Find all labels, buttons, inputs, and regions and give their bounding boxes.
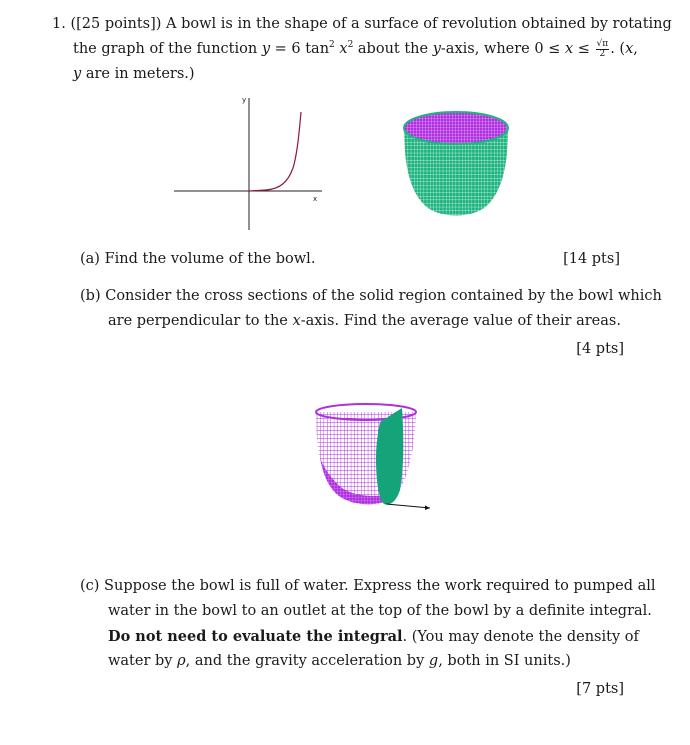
- function-curve: [249, 112, 301, 191]
- intro-text-3: are in meters.): [85, 66, 195, 82]
- part-b-points: [4 pts]: [576, 341, 624, 357]
- function-formula-rest: = 6 $\tan^2 x^2$: [270, 40, 354, 57]
- comma: ,: [633, 41, 638, 57]
- intro-text-2d: . (: [610, 41, 626, 57]
- x-axis-label: x: [313, 195, 318, 203]
- part-c-text-3: . (You may denote the density of: [402, 629, 639, 645]
- part-c-line-4: [108, 649, 571, 674]
- x-axis-arrowhead: [425, 506, 430, 511]
- intro-text-2a: the graph of the function: [73, 41, 258, 57]
- gravity-symbol: g: [428, 653, 439, 669]
- part-a-text: Find the volume of the bowl.: [104, 251, 316, 267]
- part-b-text-1: Consider the cross sections of the solid region contained by the bowl which: [105, 288, 662, 304]
- function-formula: y: [261, 41, 271, 57]
- part-c-line-1: [80, 574, 656, 599]
- x-axis-arrow-line: [386, 504, 430, 508]
- part-c-text-4a: water by: [108, 653, 173, 669]
- problem-number: 1.: [52, 16, 66, 32]
- problem-intro-line-3: [73, 62, 195, 87]
- intro-text-1: A bowl is in the shape of a surface of revolution obtained by rotating: [166, 16, 672, 32]
- part-c-line-2: water in the bowl to an outlet at the top of the bowl by a definite integral.: [108, 603, 652, 619]
- part-b-line-1: [80, 284, 662, 309]
- function-graph: [170, 90, 330, 232]
- part-c-label: (c): [80, 578, 100, 594]
- part-a-points: [14 pts]: [563, 251, 620, 267]
- part-c-bold-instruction: Do not need to evaluate the integral: [108, 628, 403, 645]
- var-x: x: [625, 41, 634, 57]
- domain-formula: 0 ≤ x ≤ $\frac{√\pi}{2}$: [534, 38, 609, 59]
- part-a: [80, 247, 315, 272]
- part-b-text-2b: -axis. Find the average value of their areas.: [300, 313, 621, 329]
- part-b-text-2a: are perpendicular to the: [108, 313, 288, 329]
- part-c-text-4b: , and the gravity acceleration by: [185, 653, 425, 669]
- axis-var: y: [432, 41, 441, 57]
- bowl-cross-section-plot: [310, 398, 438, 514]
- problem-intro-line-2: [73, 37, 638, 62]
- part-b-line-2: [108, 309, 621, 334]
- intro-text-2c: -axis, where: [440, 41, 530, 57]
- part-b-label: (b): [80, 288, 101, 304]
- cross-section-slice: [376, 408, 403, 504]
- part-c-points: [7 pts]: [576, 681, 624, 697]
- problem-intro-line-1: [52, 12, 672, 37]
- bowl-3d-plot: [398, 106, 514, 218]
- intro-text-2b: about the: [357, 41, 429, 57]
- y-axis-label: y: [242, 96, 247, 104]
- part-b-axis-var: x: [292, 313, 301, 329]
- var-y: y: [73, 66, 82, 82]
- part-c-line-3: [108, 624, 639, 650]
- part-a-label: (a): [80, 251, 100, 267]
- part-c-text-1: Suppose the bowl is full of water. Express the work required to pumped all: [104, 578, 656, 594]
- problem-points: ([25 points]): [70, 16, 162, 32]
- density-symbol: ρ: [177, 653, 186, 669]
- part-c-text-4c: , both in SI units.): [438, 653, 571, 669]
